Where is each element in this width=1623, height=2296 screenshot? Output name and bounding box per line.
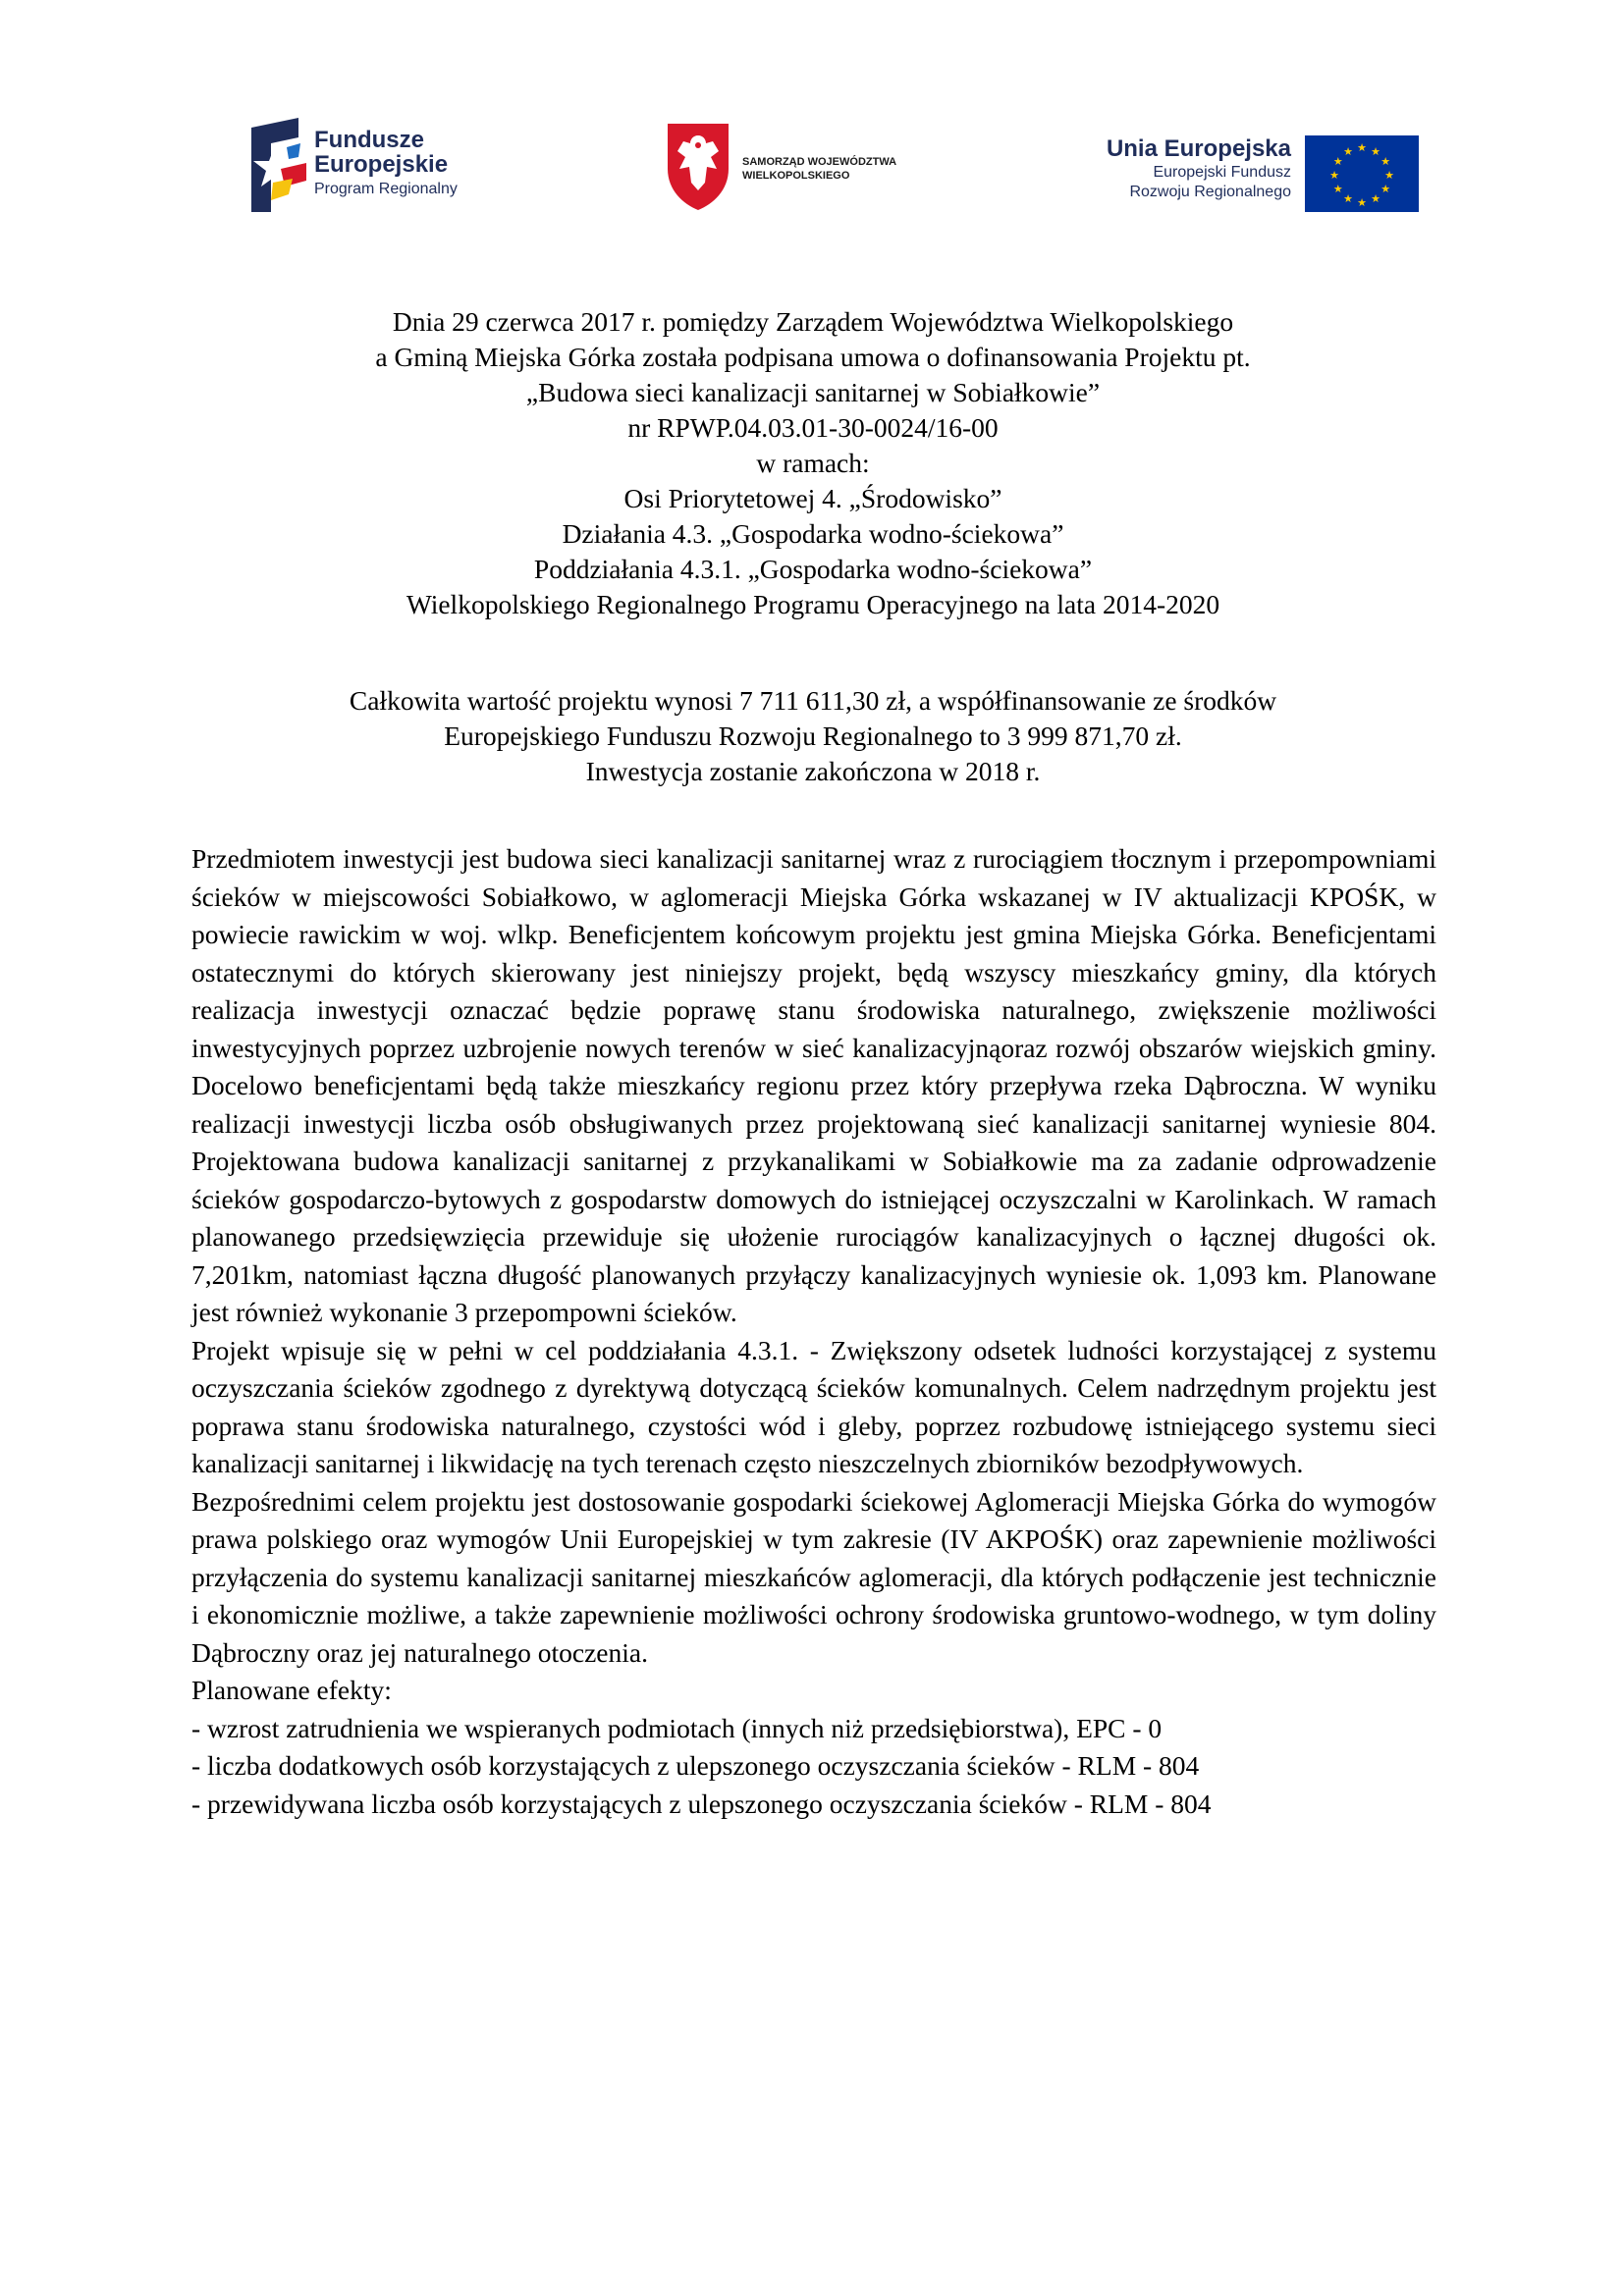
fundusze-line-2: Europejskie xyxy=(314,151,449,178)
list-item: - liczba dodatkowych osób korzystających z ulepszonego oczyszczania ścieków - RLM - 804 xyxy=(191,1750,1200,1781)
measure: Działania 4.3. „Gospodarka wodno-ściekowa” xyxy=(562,518,1064,549)
svg-text:★: ★ xyxy=(1343,192,1353,206)
header-line: Dnia 29 czerwca 2017 r. pomiędzy Zarządem Województwa Wielkopolskiego xyxy=(392,306,1234,337)
project-description xyxy=(191,840,1436,1823)
fundusze-star-icon xyxy=(251,118,306,212)
programme: Wielkopolskiego Regionalnego Programu Operacyjnego na lata 2014-2020 xyxy=(406,589,1220,619)
completion-line: Inwestycja zostanie zakończona w 2018 r. xyxy=(585,756,1041,786)
priority-axis: Osi Priorytetowej 4. „Środowisko” xyxy=(623,483,1002,513)
effects-heading: Planowane efekty: xyxy=(191,1675,392,1705)
svg-text:★: ★ xyxy=(1371,192,1380,206)
project-title: „Budowa sieci kanalizacji sanitarnej w Sobiałkowie” xyxy=(525,377,1101,407)
svg-text:★: ★ xyxy=(1357,141,1367,154)
samorzad-wojewodztwa-logo xyxy=(664,118,929,216)
paragraph: Projekt wpisuje się w pełni w cel poddziałania 4.3.1. - Zwiększony odsetek ludności korzystającej z systemu oczyszczania ścieków zgodnego z dyrektywą dotyczącą ścieków komunalnych. Celem nadrzędnym projektu jest poprawa stanu środowiska naturalnego, czystości wód i gleby, poprzez rozbudowę istniejącego systemu sieci kanalizacji sanitarnej i likwidację na tych terenach często nieszczelnych zbiorników bezodpływowych. xyxy=(191,1334,1436,1478)
svg-text:★: ★ xyxy=(1357,196,1367,209)
agreement-header xyxy=(187,304,1439,622)
svg-text:★: ★ xyxy=(1332,155,1343,168)
effects-list xyxy=(191,1710,1436,1824)
svg-text:★: ★ xyxy=(1329,169,1339,182)
paragraph: Przedmiotem inwestycji jest budowa sieci kanalizacji sanitarnej wraz z rurociągiem tłocznym i przepompowniami ścieków w miejscowości Sobiałkowo, w aglomeracji Miejska Górka wskazanej w IV aktualizacji KPOŚK, w powiecie rawickim w woj. wlkp. Beneficjentem końcowym projektu jest gmina Miejska Górka. Beneficjentami ostatecznymi do których skierowany jest niniejszy projekt, będą wszyscy mieszkańcy gminy, dla których realizacja inwestycji oznaczać będzie poprawę stanu środowiska naturalnego, zwiększenie możliwości inwestycyjnych poprzez uzbrojenie nowych terenów w sieć kanalizacyjnąoraz rozwój obszarów wiejskich gminy. Docelowo beneficjentami będą także mieszkańcy regionu przez który przepływa rzeka Dąbroczna. W wyniku realizacji inwestycji liczba osób obsługiwanych przez projektowaną sieć kanalizacji sanitarnej wyniesie 804. Projektowana budowa kanalizacji sanitarnej z przykanalikami w Sobiałkowie ma za zadanie odprowadzenie ścieków gospodarczo-bytowych z gospodarstw domowych do istniejącej oczyszczalni w Karolinkach. W ramach planowanego przedsięwzięcia przewiduje się ułożenie rurociągów kanalizacyjnych o łącznej długości ok. 7,201km, natomiast łączna długość planowanych przyłączy kanalizacyjnych wyniesie ok. 1,093 km. Planowane jest również wykonanie 3 przepompowni ścieków. xyxy=(191,843,1436,1327)
financing-line: Europejskiego Funduszu Rozwoju Regionalnego to 3 999 871,70 zł. xyxy=(444,721,1182,751)
header-line: a Gminą Miejska Górka została podpisana umowa o dofinansowania Projektu pt. xyxy=(375,342,1251,372)
svg-text:★: ★ xyxy=(1384,169,1394,182)
svg-text:★: ★ xyxy=(1332,183,1343,195)
unia-europejska-logo xyxy=(1085,118,1419,216)
fundusze-line-3: Program Regionalny xyxy=(314,181,458,197)
svg-text:★: ★ xyxy=(1380,155,1391,168)
sub-measure: Poddziałania 4.3.1. „Gospodarka wodno-ściekowa” xyxy=(533,554,1093,584)
svg-text:★: ★ xyxy=(1380,183,1391,195)
paragraph: Bezpośrednimi celem projektu jest dostosowanie gospodarki ściekowej Aglomeracji Miejska Górka do wymogów prawa polskiego oraz wymogów Unii Europejskiej w tym zakresie (IV AKPOŚK) oraz zapewnienie możliwości przyłączenia do systemu kanalizacji sanitarnej mieszkańców aglomeracji, dla których podłączenie jest technicznie i ekonomicznie możliwe, a także zapewnienie możliwości ochrony środowiska gruntowo-wodnego, w tym doliny Dąbroczny oraz jej naturalnego otoczenia. xyxy=(191,1485,1436,1668)
samorzad-line-2: WIELKOPOLSKIEGO xyxy=(742,170,850,182)
eu-flag-icon xyxy=(1305,135,1419,212)
logo-bar xyxy=(0,118,1623,226)
samorzad-line-1: SAMORZĄD WOJEWÓDZTWA xyxy=(742,156,897,168)
svg-text:★: ★ xyxy=(1371,144,1380,158)
fundusze-line-1: Fundusze xyxy=(314,127,424,153)
list-item: - wzrost zatrudnienia we wspieranych podmiotach (innych niż przedsiębiorstwa), EPC ‑ 0 xyxy=(191,1712,1163,1743)
fundusze-europejskie-logo xyxy=(251,118,477,216)
financing-info xyxy=(187,683,1439,789)
unia-line-3: Rozwoju Regionalnego xyxy=(1129,184,1291,200)
coat-of-arms-icon xyxy=(664,118,732,212)
list-item: - przewidywana liczba osób korzystających z ulepszonego oczyszczania ścieków - RLM - 804 xyxy=(191,1788,1212,1819)
header-line: w ramach: xyxy=(756,448,870,478)
unia-title: Unia Europejska xyxy=(1106,135,1291,162)
project-number: nr RPWP.04.03.01-30-0024/16-00 xyxy=(627,412,999,443)
financing-line: Całkowita wartość projektu wynosi 7 711 611,30 zł, a współfinansowanie ze środków xyxy=(349,685,1277,716)
unia-line-2: Europejski Fundusz xyxy=(1153,164,1291,181)
svg-text:★: ★ xyxy=(1343,144,1353,158)
